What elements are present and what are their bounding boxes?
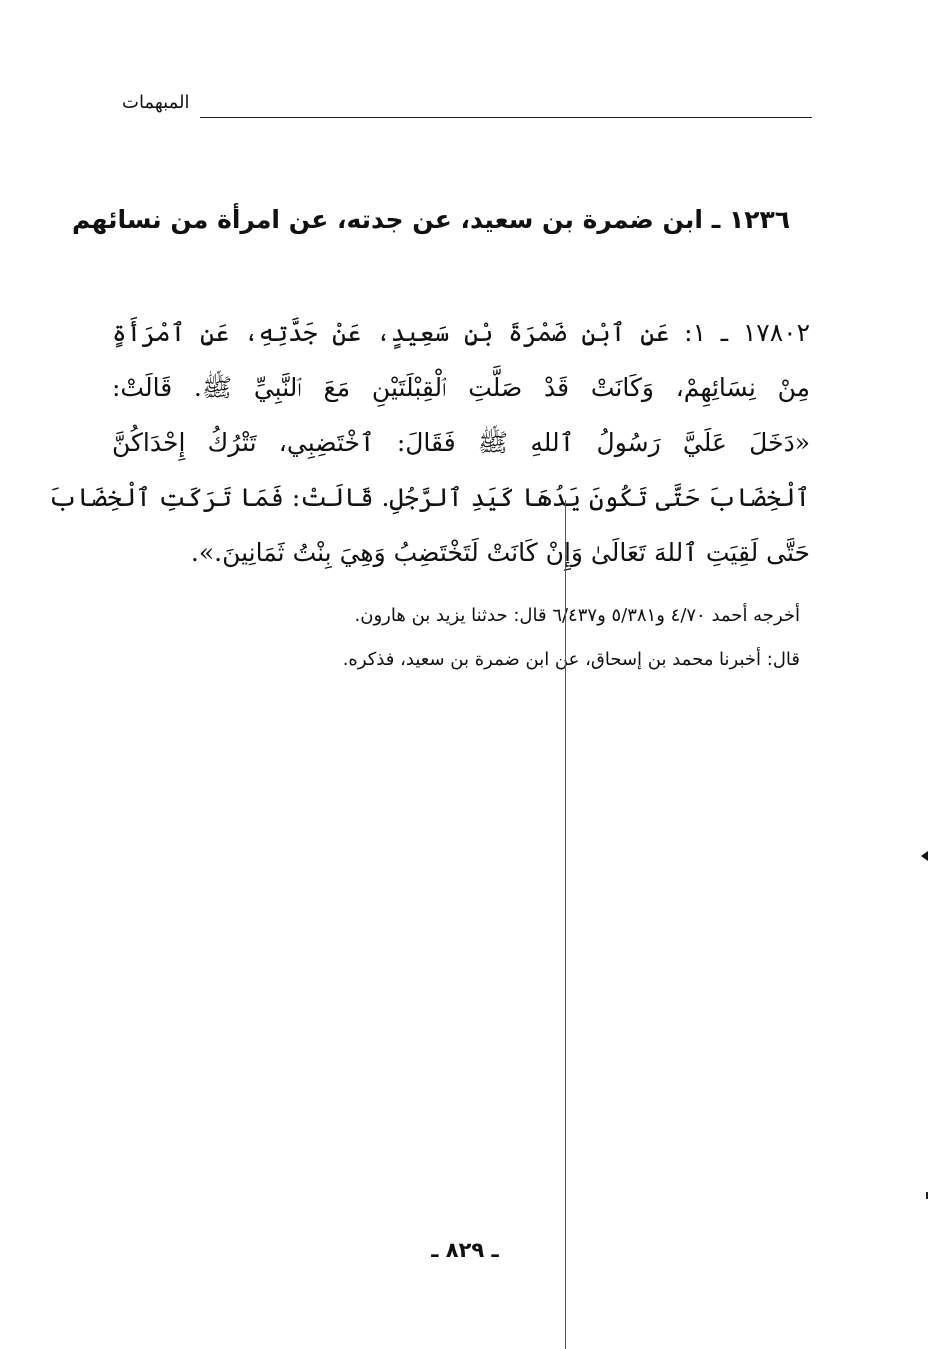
running-header-title: المبهمات — [122, 92, 190, 113]
takhrij-line: أخرجه أحمد ٤/٧٠ و٥/٣٨١ و٦/٤٣٧ قال: حدثنا يزيد بن هارون. — [354, 605, 800, 626]
takhrij-line: قال: أخبرنا محمد بن إسحاق، عن ابن ضمرة بن سعيد، فذكره. — [342, 649, 800, 670]
running-header — [122, 92, 812, 122]
scan-edge-mark — [921, 851, 928, 861]
scan-crease-line — [565, 500, 566, 1349]
takhrij-note — [112, 594, 800, 682]
hadith-line: حَتَّى لَقِيَتِ ٱللهَ تَعَالَىٰ وَإِنْ كَانَتْ لَتَخْتَضِبُ وَهِيَ بِنْتُ ثَمَانِينَ.». — [190, 538, 810, 567]
hadith-line: ١٧٨٠٢ ـ ١: عَنِ ٱبْنِ ضَمْرَةَ بْنِ سَعِيدٍ، عَنْ جَدَّتِهِ، عَنِ ٱمْرَأَةٍ — [112, 318, 811, 347]
hadith-text — [48, 305, 811, 580]
hadith-line: «دَخَلَ عَلَيَّ رَسُولُ ٱللهِ ﷺ فَقَالَ: ٱخْتَضِبِي، تَتْرُكُ إِحْدَاكُنَّ — [112, 428, 810, 457]
running-header-rule — [200, 117, 812, 118]
hadith-line: مِنْ نِسَائِهِمْ، وَكَانَتْ قَدْ صَلَّتِ ٱلْقِبْلَتَيْنِ مَعَ ٱلنَّبِيِّ ﷺ. قَالَتْ: — [112, 373, 810, 402]
hadith-line: ٱلْخِضَابَ حَتَّى تَكُونَ يَدُهَا كَيَدِ ٱلرَّجُلِ. قَالَتْ: فَمَا تَرَكَتِ ٱلْخِضَابَ — [48, 483, 810, 512]
page-number: ـ ٨٢٩ ـ — [431, 1238, 499, 1262]
scan-edge-mark — [926, 1192, 928, 1199]
chapter-heading: ١٢٣٦ ـ ابن ضمرة بن سعيد، عن جدته، عن امرأة من نسائهم — [71, 205, 790, 234]
